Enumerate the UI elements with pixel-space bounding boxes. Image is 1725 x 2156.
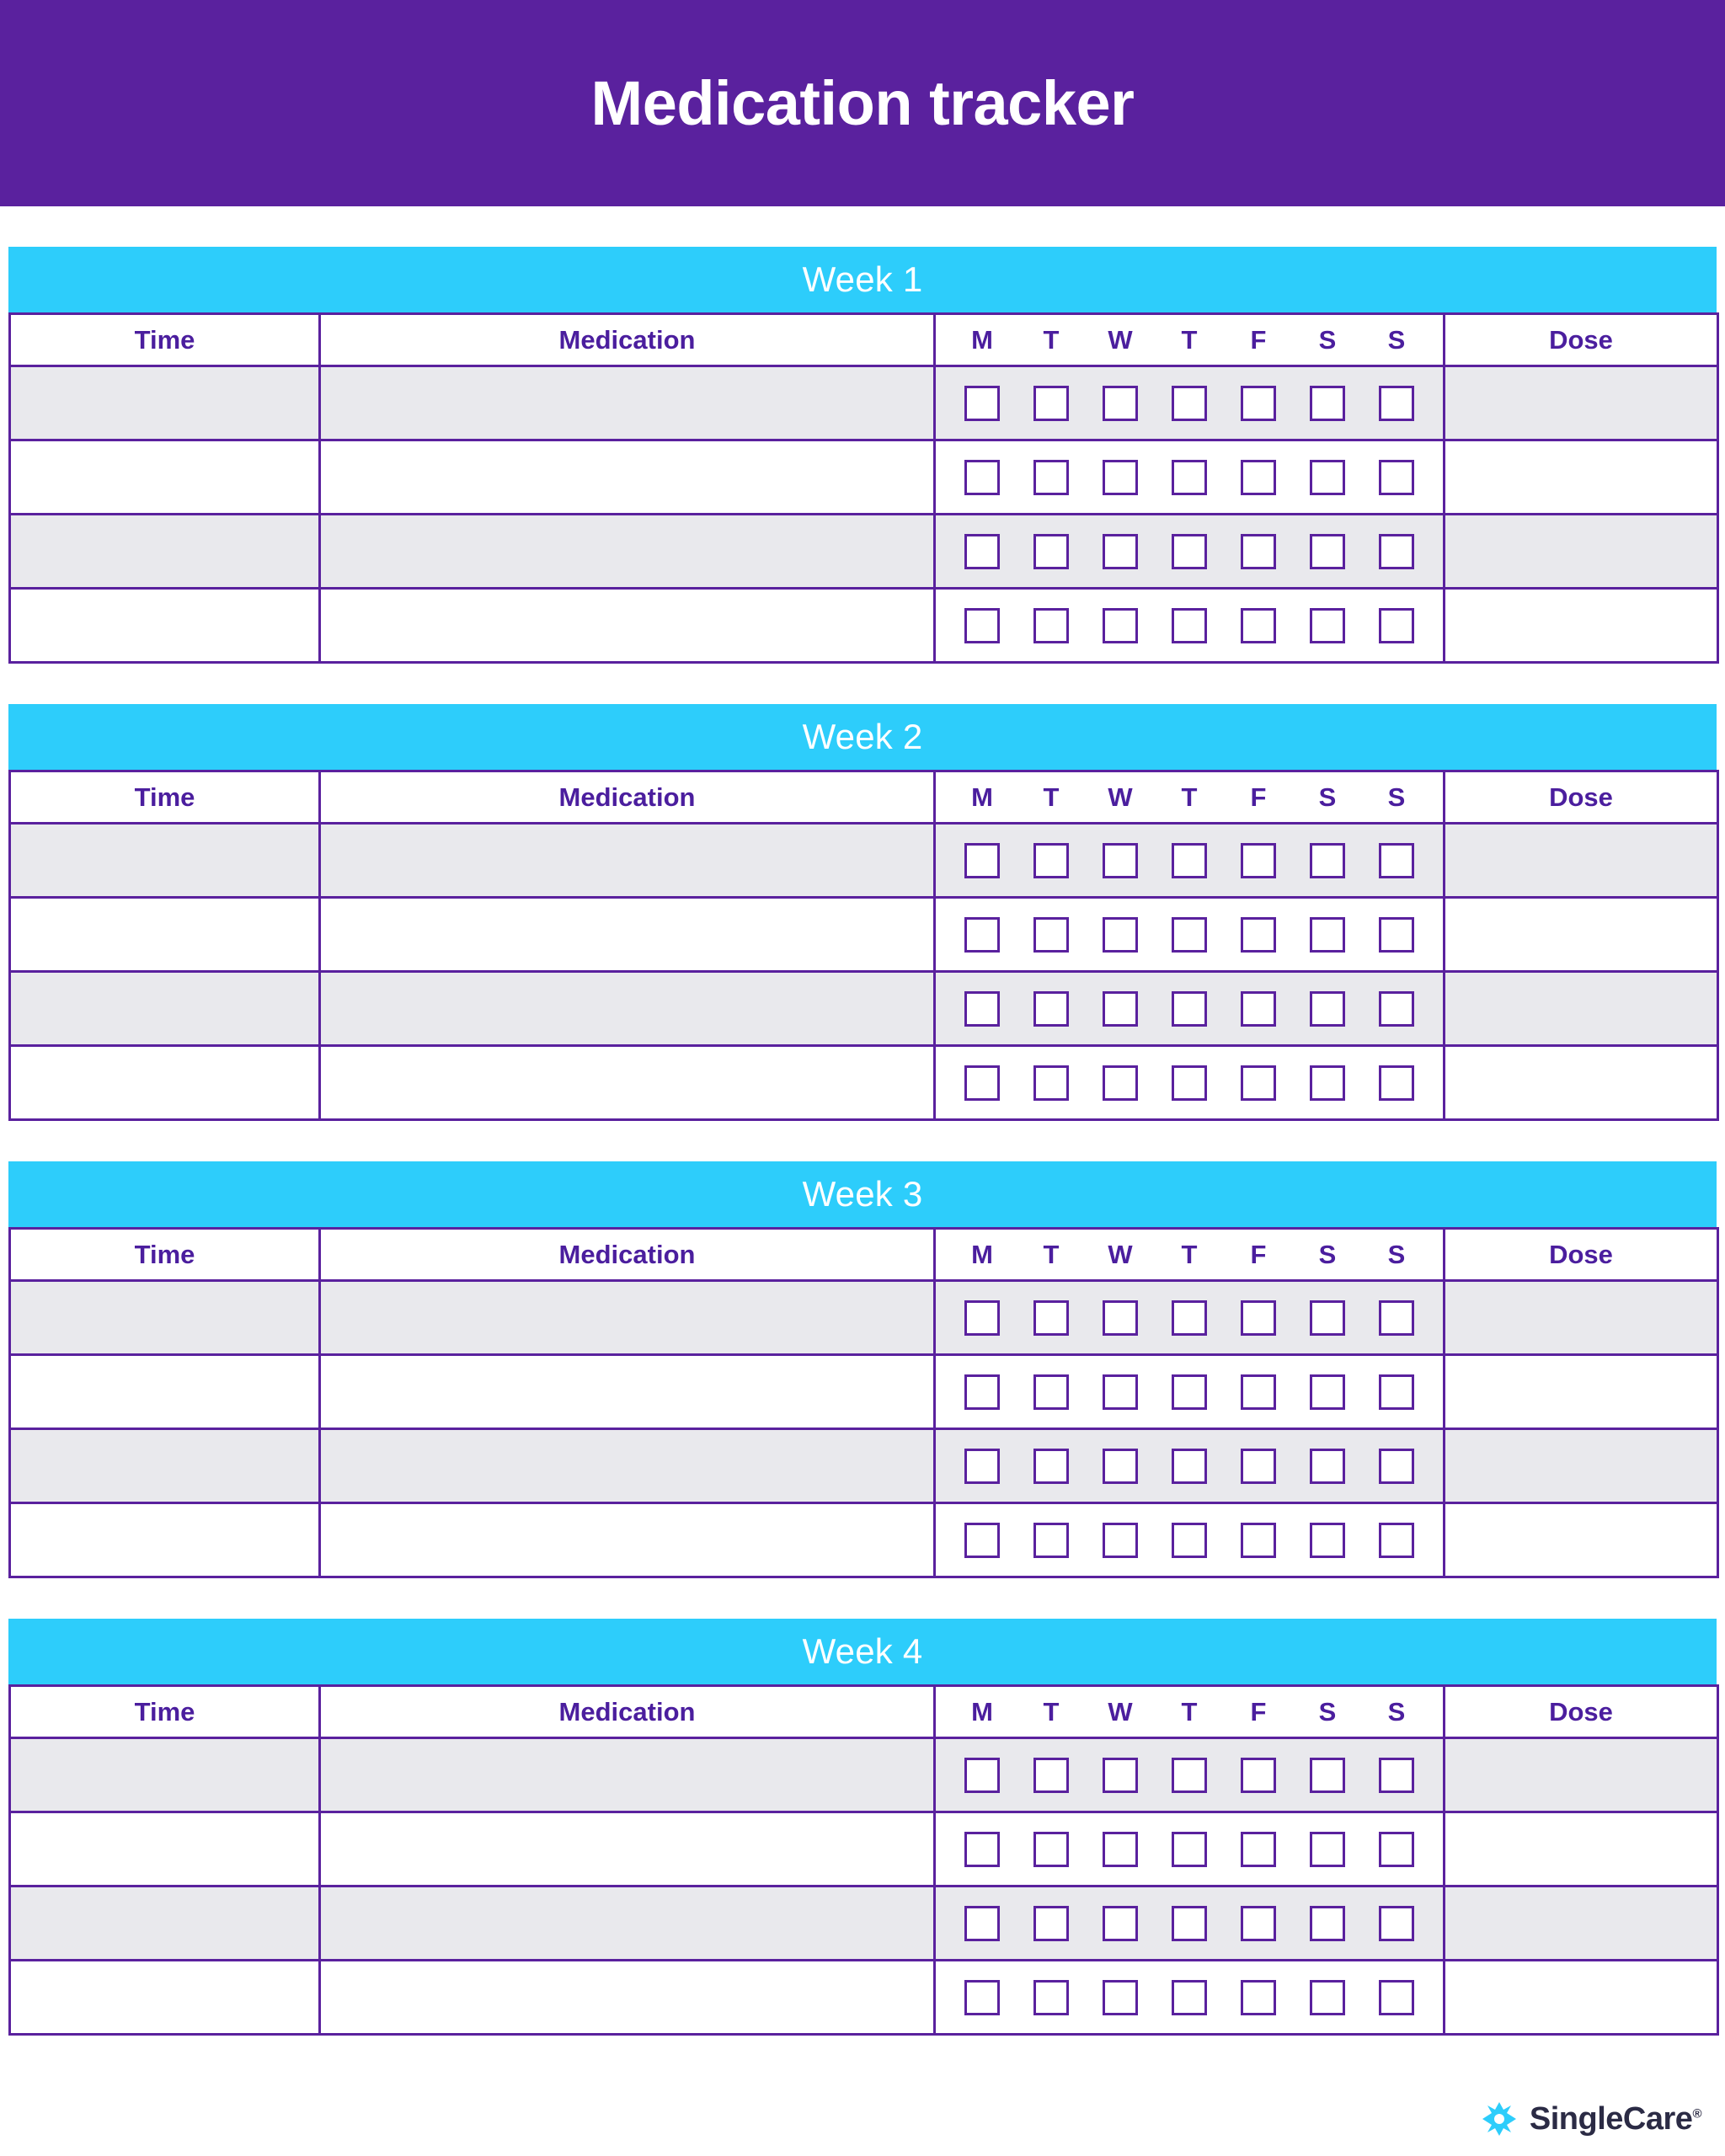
day-checkbox[interactable] bbox=[964, 1980, 1000, 2015]
column-header-medication: Medication bbox=[320, 771, 935, 824]
medication-input-cell[interactable] bbox=[320, 1738, 935, 1812]
brand-name bbox=[1530, 2101, 1701, 2137]
day-checkbox[interactable] bbox=[1103, 534, 1138, 569]
checkbox-group bbox=[936, 1961, 1443, 2033]
day-checkbox[interactable] bbox=[1172, 1758, 1207, 1793]
day-letter: W bbox=[1108, 782, 1133, 812]
day-checkbox[interactable] bbox=[1241, 386, 1276, 421]
day-checkbox[interactable] bbox=[1241, 1374, 1276, 1410]
day-checkboxes-cell bbox=[935, 515, 1445, 589]
page-title: Medication tracker bbox=[590, 67, 1135, 138]
day-checkboxes-cell bbox=[935, 898, 1445, 972]
time-input-cell[interactable] bbox=[10, 1738, 320, 1812]
dose-input-cell[interactable] bbox=[1445, 515, 1718, 589]
day-letter: M bbox=[971, 1239, 993, 1269]
day-checkbox[interactable] bbox=[1310, 843, 1345, 878]
table-row bbox=[10, 1961, 1718, 2035]
day-checkbox[interactable] bbox=[1241, 534, 1276, 569]
checkbox-group bbox=[936, 1356, 1443, 1428]
medication-input-cell[interactable] bbox=[320, 972, 935, 1046]
time-input-cell[interactable] bbox=[10, 1429, 320, 1503]
column-header-time: Time bbox=[10, 1229, 320, 1281]
trademark-symbol: ® bbox=[1692, 2105, 1701, 2121]
table-row bbox=[10, 1355, 1718, 1429]
day-checkboxes-cell bbox=[935, 1503, 1445, 1577]
day-letter: F bbox=[1250, 1696, 1267, 1726]
day-checkbox[interactable] bbox=[964, 843, 1000, 878]
day-checkbox[interactable] bbox=[1379, 917, 1414, 953]
checkbox-group bbox=[936, 899, 1443, 970]
column-header-days bbox=[935, 314, 1445, 366]
checkbox-group bbox=[936, 1813, 1443, 1885]
day-checkbox[interactable] bbox=[1379, 1449, 1414, 1484]
medication-input-cell[interactable] bbox=[320, 1886, 935, 1961]
day-letter: F bbox=[1250, 1239, 1267, 1269]
table-row bbox=[10, 1503, 1718, 1577]
day-letters bbox=[936, 325, 1443, 355]
day-checkbox[interactable] bbox=[1172, 1980, 1207, 2015]
checkbox-group bbox=[936, 515, 1443, 587]
day-checkbox[interactable] bbox=[1172, 1906, 1207, 1941]
table-row bbox=[10, 589, 1718, 663]
day-checkbox[interactable] bbox=[1310, 1374, 1345, 1410]
week-banner bbox=[8, 1619, 1717, 1684]
day-checkbox[interactable] bbox=[1033, 843, 1069, 878]
time-input-cell[interactable] bbox=[10, 440, 320, 515]
day-checkbox[interactable] bbox=[1241, 1300, 1276, 1336]
day-checkbox[interactable] bbox=[1033, 1449, 1069, 1484]
day-checkbox[interactable] bbox=[1033, 991, 1069, 1027]
column-header-medication: Medication bbox=[320, 314, 935, 366]
day-checkbox[interactable] bbox=[1033, 1300, 1069, 1336]
week-label: Week 4 bbox=[802, 1631, 923, 1671]
day-checkbox[interactable] bbox=[1033, 1758, 1069, 1793]
day-letter: S bbox=[1387, 324, 1406, 355]
weeks-container bbox=[8, 247, 1717, 2036]
day-letter: W bbox=[1108, 1696, 1133, 1726]
medication-input-cell[interactable] bbox=[320, 1503, 935, 1577]
day-checkbox[interactable] bbox=[1379, 1832, 1414, 1867]
footer-branding bbox=[1481, 2100, 1701, 2137]
week-banner bbox=[8, 704, 1717, 770]
day-checkbox[interactable] bbox=[1241, 991, 1276, 1027]
medication-input-cell[interactable] bbox=[320, 366, 935, 440]
table-row bbox=[10, 1738, 1718, 1812]
medication-input-cell[interactable] bbox=[320, 1961, 935, 2035]
day-letter: S bbox=[1387, 1239, 1406, 1269]
day-checkbox[interactable] bbox=[1241, 1449, 1276, 1484]
day-checkboxes-cell bbox=[935, 972, 1445, 1046]
day-checkbox[interactable] bbox=[1033, 386, 1069, 421]
column-header-days bbox=[935, 1686, 1445, 1738]
day-checkboxes-cell bbox=[935, 589, 1445, 663]
day-letter: F bbox=[1250, 324, 1267, 355]
table-row bbox=[10, 515, 1718, 589]
column-header-time: Time bbox=[10, 771, 320, 824]
day-checkbox[interactable] bbox=[1379, 843, 1414, 878]
table-row bbox=[10, 824, 1718, 898]
day-checkbox[interactable] bbox=[1241, 843, 1276, 878]
day-checkbox[interactable] bbox=[1379, 534, 1414, 569]
column-header-medication: Medication bbox=[320, 1229, 935, 1281]
table-row bbox=[10, 440, 1718, 515]
dose-input-cell[interactable] bbox=[1445, 1886, 1718, 1961]
day-letters bbox=[936, 1240, 1443, 1270]
day-checkbox[interactable] bbox=[1103, 1065, 1138, 1101]
day-letter: M bbox=[971, 1696, 993, 1726]
day-letter: T bbox=[1043, 782, 1060, 812]
day-checkbox[interactable] bbox=[964, 386, 1000, 421]
day-checkbox[interactable] bbox=[1033, 1832, 1069, 1867]
dose-input-cell[interactable] bbox=[1445, 898, 1718, 972]
day-checkbox[interactable] bbox=[1172, 1449, 1207, 1484]
table-header-row bbox=[10, 314, 1718, 366]
day-checkbox[interactable] bbox=[1310, 534, 1345, 569]
day-checkbox[interactable] bbox=[1241, 460, 1276, 495]
day-checkbox[interactable] bbox=[1103, 1523, 1138, 1558]
day-checkbox[interactable] bbox=[964, 460, 1000, 495]
day-letter: S bbox=[1318, 1696, 1337, 1726]
day-checkboxes-cell bbox=[935, 440, 1445, 515]
column-header-dose: Dose bbox=[1445, 771, 1718, 824]
day-checkbox[interactable] bbox=[1379, 1300, 1414, 1336]
day-checkbox[interactable] bbox=[1103, 843, 1138, 878]
day-checkbox[interactable] bbox=[1172, 991, 1207, 1027]
day-checkbox[interactable] bbox=[1103, 1832, 1138, 1867]
day-checkbox[interactable] bbox=[964, 1523, 1000, 1558]
day-checkbox[interactable] bbox=[1033, 460, 1069, 495]
week-table bbox=[8, 312, 1719, 664]
day-checkbox[interactable] bbox=[964, 608, 1000, 643]
checkbox-group bbox=[936, 1282, 1443, 1353]
day-checkboxes-cell bbox=[935, 1886, 1445, 1961]
week-block bbox=[8, 704, 1717, 1121]
day-checkbox[interactable] bbox=[964, 1832, 1000, 1867]
day-letter: T bbox=[1181, 324, 1198, 355]
day-checkbox[interactable] bbox=[1241, 1758, 1276, 1793]
time-input-cell[interactable] bbox=[10, 972, 320, 1046]
week-label: Week 1 bbox=[802, 259, 923, 299]
medication-input-cell[interactable] bbox=[320, 1046, 935, 1120]
day-checkbox[interactable] bbox=[1033, 1523, 1069, 1558]
day-checkbox[interactable] bbox=[1310, 1523, 1345, 1558]
day-letter: S bbox=[1387, 1696, 1406, 1726]
table-row bbox=[10, 1281, 1718, 1355]
checkbox-group bbox=[936, 367, 1443, 439]
day-checkbox[interactable] bbox=[1172, 608, 1207, 643]
day-checkbox[interactable] bbox=[1103, 1980, 1138, 2015]
table-header-row bbox=[10, 1229, 1718, 1281]
medication-input-cell[interactable] bbox=[320, 898, 935, 972]
week-label: Week 2 bbox=[802, 717, 923, 756]
column-header-dose: Dose bbox=[1445, 1229, 1718, 1281]
medication-input-cell[interactable] bbox=[320, 1812, 935, 1886]
day-checkbox[interactable] bbox=[1033, 1980, 1069, 2015]
time-input-cell[interactable] bbox=[10, 1281, 320, 1355]
day-checkbox[interactable] bbox=[1310, 991, 1345, 1027]
day-checkbox[interactable] bbox=[1379, 1065, 1414, 1101]
day-checkbox[interactable] bbox=[1033, 917, 1069, 953]
time-input-cell[interactable] bbox=[10, 515, 320, 589]
medication-input-cell[interactable] bbox=[320, 1281, 935, 1355]
day-letter: S bbox=[1318, 324, 1337, 355]
day-checkbox[interactable] bbox=[1310, 1300, 1345, 1336]
day-checkbox[interactable] bbox=[1241, 917, 1276, 953]
day-letter: M bbox=[971, 782, 993, 812]
column-header-dose: Dose bbox=[1445, 1686, 1718, 1738]
day-checkbox[interactable] bbox=[1103, 1758, 1138, 1793]
dose-input-cell[interactable] bbox=[1445, 1961, 1718, 2035]
table-header-row bbox=[10, 771, 1718, 824]
day-checkbox[interactable] bbox=[1103, 460, 1138, 495]
time-input-cell[interactable] bbox=[10, 1886, 320, 1961]
week-table bbox=[8, 1684, 1719, 2036]
checkbox-group bbox=[936, 1430, 1443, 1502]
day-checkbox[interactable] bbox=[1310, 1065, 1345, 1101]
day-checkboxes-cell bbox=[935, 1812, 1445, 1886]
day-checkbox[interactable] bbox=[1033, 608, 1069, 643]
medication-input-cell[interactable] bbox=[320, 1355, 935, 1429]
day-letter: S bbox=[1387, 782, 1406, 812]
day-checkboxes-cell bbox=[935, 1429, 1445, 1503]
dose-input-cell[interactable] bbox=[1445, 1812, 1718, 1886]
medication-input-cell[interactable] bbox=[320, 440, 935, 515]
day-checkbox[interactable] bbox=[1033, 534, 1069, 569]
day-checkbox[interactable] bbox=[1241, 1980, 1276, 2015]
day-checkbox[interactable] bbox=[1310, 1832, 1345, 1867]
day-checkbox[interactable] bbox=[1172, 1065, 1207, 1101]
day-letter: T bbox=[1043, 1239, 1060, 1269]
dose-input-cell[interactable] bbox=[1445, 1429, 1718, 1503]
day-checkbox[interactable] bbox=[1103, 1300, 1138, 1336]
day-letter: T bbox=[1043, 1696, 1060, 1726]
day-checkbox[interactable] bbox=[1379, 1980, 1414, 2015]
day-checkboxes-cell bbox=[935, 824, 1445, 898]
day-checkboxes-cell bbox=[935, 1046, 1445, 1120]
day-checkbox[interactable] bbox=[964, 1374, 1000, 1410]
column-header-days bbox=[935, 771, 1445, 824]
singlecare-cross-icon bbox=[1481, 2100, 1518, 2137]
day-letter: T bbox=[1043, 324, 1060, 355]
day-checkboxes-cell bbox=[935, 1961, 1445, 2035]
day-letter: W bbox=[1108, 1239, 1133, 1269]
day-checkbox[interactable] bbox=[1241, 608, 1276, 643]
day-checkbox[interactable] bbox=[1172, 1523, 1207, 1558]
time-input-cell[interactable] bbox=[10, 1812, 320, 1886]
week-banner bbox=[8, 247, 1717, 312]
checkbox-group bbox=[936, 1047, 1443, 1118]
day-checkbox[interactable] bbox=[1241, 1906, 1276, 1941]
table-row bbox=[10, 1812, 1718, 1886]
day-checkbox[interactable] bbox=[1310, 1758, 1345, 1793]
day-checkbox[interactable] bbox=[964, 1758, 1000, 1793]
day-letters bbox=[936, 1697, 1443, 1727]
day-checkbox[interactable] bbox=[1172, 460, 1207, 495]
day-letter: S bbox=[1318, 1239, 1337, 1269]
time-input-cell[interactable] bbox=[10, 366, 320, 440]
page-header bbox=[0, 0, 1725, 206]
column-header-time: Time bbox=[10, 1686, 320, 1738]
day-letters bbox=[936, 782, 1443, 813]
time-input-cell[interactable] bbox=[10, 1503, 320, 1577]
day-letter: S bbox=[1318, 782, 1337, 812]
time-input-cell[interactable] bbox=[10, 824, 320, 898]
time-input-cell[interactable] bbox=[10, 898, 320, 972]
time-input-cell[interactable] bbox=[10, 589, 320, 663]
checkbox-group bbox=[936, 973, 1443, 1044]
day-checkbox[interactable] bbox=[1172, 386, 1207, 421]
day-checkbox[interactable] bbox=[1172, 534, 1207, 569]
day-checkbox[interactable] bbox=[1379, 1523, 1414, 1558]
day-letter: F bbox=[1250, 782, 1267, 812]
day-checkbox[interactable] bbox=[964, 1300, 1000, 1336]
dose-input-cell[interactable] bbox=[1445, 1046, 1718, 1120]
checkbox-group bbox=[936, 825, 1443, 896]
day-checkbox[interactable] bbox=[1379, 1906, 1414, 1941]
time-input-cell[interactable] bbox=[10, 1355, 320, 1429]
brand-name-text: SingleCare bbox=[1529, 2100, 1693, 2137]
day-checkbox[interactable] bbox=[1172, 1300, 1207, 1336]
day-checkbox[interactable] bbox=[1310, 460, 1345, 495]
dose-input-cell[interactable] bbox=[1445, 972, 1718, 1046]
dose-input-cell[interactable] bbox=[1445, 589, 1718, 663]
week-table bbox=[8, 1227, 1719, 1578]
week-label: Week 3 bbox=[802, 1174, 923, 1214]
medication-input-cell[interactable] bbox=[320, 824, 935, 898]
table-row bbox=[10, 1429, 1718, 1503]
day-checkbox[interactable] bbox=[964, 917, 1000, 953]
day-checkbox[interactable] bbox=[1103, 917, 1138, 953]
checkbox-group bbox=[936, 1504, 1443, 1576]
table-row bbox=[10, 972, 1718, 1046]
day-checkbox[interactable] bbox=[1379, 460, 1414, 495]
week-block bbox=[8, 1161, 1717, 1578]
day-checkbox[interactable] bbox=[964, 1906, 1000, 1941]
day-letter: W bbox=[1108, 324, 1133, 355]
day-letter: T bbox=[1181, 1239, 1198, 1269]
day-checkbox[interactable] bbox=[1310, 917, 1345, 953]
day-checkbox[interactable] bbox=[1103, 1374, 1138, 1410]
day-checkbox[interactable] bbox=[1379, 608, 1414, 643]
day-checkbox[interactable] bbox=[1310, 1980, 1345, 2015]
day-letter: T bbox=[1181, 782, 1198, 812]
dose-input-cell[interactable] bbox=[1445, 440, 1718, 515]
table-row bbox=[10, 1046, 1718, 1120]
medication-input-cell[interactable] bbox=[320, 1429, 935, 1503]
day-checkbox[interactable] bbox=[1033, 1906, 1069, 1941]
time-input-cell[interactable] bbox=[10, 1961, 320, 2035]
day-checkbox[interactable] bbox=[1172, 1832, 1207, 1867]
day-letter: M bbox=[971, 324, 993, 355]
column-header-dose: Dose bbox=[1445, 314, 1718, 366]
day-checkbox[interactable] bbox=[1172, 843, 1207, 878]
day-checkbox[interactable] bbox=[1172, 1374, 1207, 1410]
day-checkbox[interactable] bbox=[1379, 1758, 1414, 1793]
dose-input-cell[interactable] bbox=[1445, 1355, 1718, 1429]
checkbox-group bbox=[936, 590, 1443, 661]
day-checkbox[interactable] bbox=[1103, 1449, 1138, 1484]
day-checkbox[interactable] bbox=[964, 1449, 1000, 1484]
day-checkbox[interactable] bbox=[1033, 1374, 1069, 1410]
column-header-days bbox=[935, 1229, 1445, 1281]
week-block bbox=[8, 247, 1717, 664]
time-input-cell[interactable] bbox=[10, 1046, 320, 1120]
day-checkbox[interactable] bbox=[1172, 917, 1207, 953]
checkbox-group bbox=[936, 1739, 1443, 1811]
day-checkbox[interactable] bbox=[1310, 1906, 1345, 1941]
day-checkbox[interactable] bbox=[1103, 386, 1138, 421]
day-checkbox[interactable] bbox=[1379, 386, 1414, 421]
tracker-sheet bbox=[0, 247, 1725, 2036]
table-row bbox=[10, 1886, 1718, 1961]
day-checkbox[interactable] bbox=[1310, 386, 1345, 421]
table-row bbox=[10, 366, 1718, 440]
day-checkbox[interactable] bbox=[1241, 1832, 1276, 1867]
day-checkbox[interactable] bbox=[1103, 608, 1138, 643]
checkbox-group bbox=[936, 1887, 1443, 1959]
day-checkbox[interactable] bbox=[1241, 1523, 1276, 1558]
table-row bbox=[10, 898, 1718, 972]
day-checkboxes-cell bbox=[935, 1281, 1445, 1355]
day-checkboxes-cell bbox=[935, 1738, 1445, 1812]
week-banner bbox=[8, 1161, 1717, 1227]
medication-input-cell[interactable] bbox=[320, 515, 935, 589]
day-checkboxes-cell bbox=[935, 1355, 1445, 1429]
day-checkbox[interactable] bbox=[964, 534, 1000, 569]
day-checkbox[interactable] bbox=[964, 1065, 1000, 1101]
week-block bbox=[8, 1619, 1717, 2036]
medication-input-cell[interactable] bbox=[320, 589, 935, 663]
dose-input-cell[interactable] bbox=[1445, 366, 1718, 440]
column-header-time: Time bbox=[10, 314, 320, 366]
column-header-medication: Medication bbox=[320, 1686, 935, 1738]
day-checkbox[interactable] bbox=[1033, 1065, 1069, 1101]
day-checkbox[interactable] bbox=[1379, 991, 1414, 1027]
day-checkbox[interactable] bbox=[1103, 1906, 1138, 1941]
day-checkbox[interactable] bbox=[964, 991, 1000, 1027]
day-checkboxes-cell bbox=[935, 366, 1445, 440]
day-checkbox[interactable] bbox=[1241, 1065, 1276, 1101]
table-header-row bbox=[10, 1686, 1718, 1738]
day-checkbox[interactable] bbox=[1103, 991, 1138, 1027]
dose-input-cell[interactable] bbox=[1445, 824, 1718, 898]
day-letter: T bbox=[1181, 1696, 1198, 1726]
checkbox-group bbox=[936, 441, 1443, 513]
day-checkbox[interactable] bbox=[1310, 1449, 1345, 1484]
dose-input-cell[interactable] bbox=[1445, 1503, 1718, 1577]
day-checkbox[interactable] bbox=[1310, 608, 1345, 643]
dose-input-cell[interactable] bbox=[1445, 1281, 1718, 1355]
week-table bbox=[8, 770, 1719, 1121]
day-checkbox[interactable] bbox=[1379, 1374, 1414, 1410]
dose-input-cell[interactable] bbox=[1445, 1738, 1718, 1812]
